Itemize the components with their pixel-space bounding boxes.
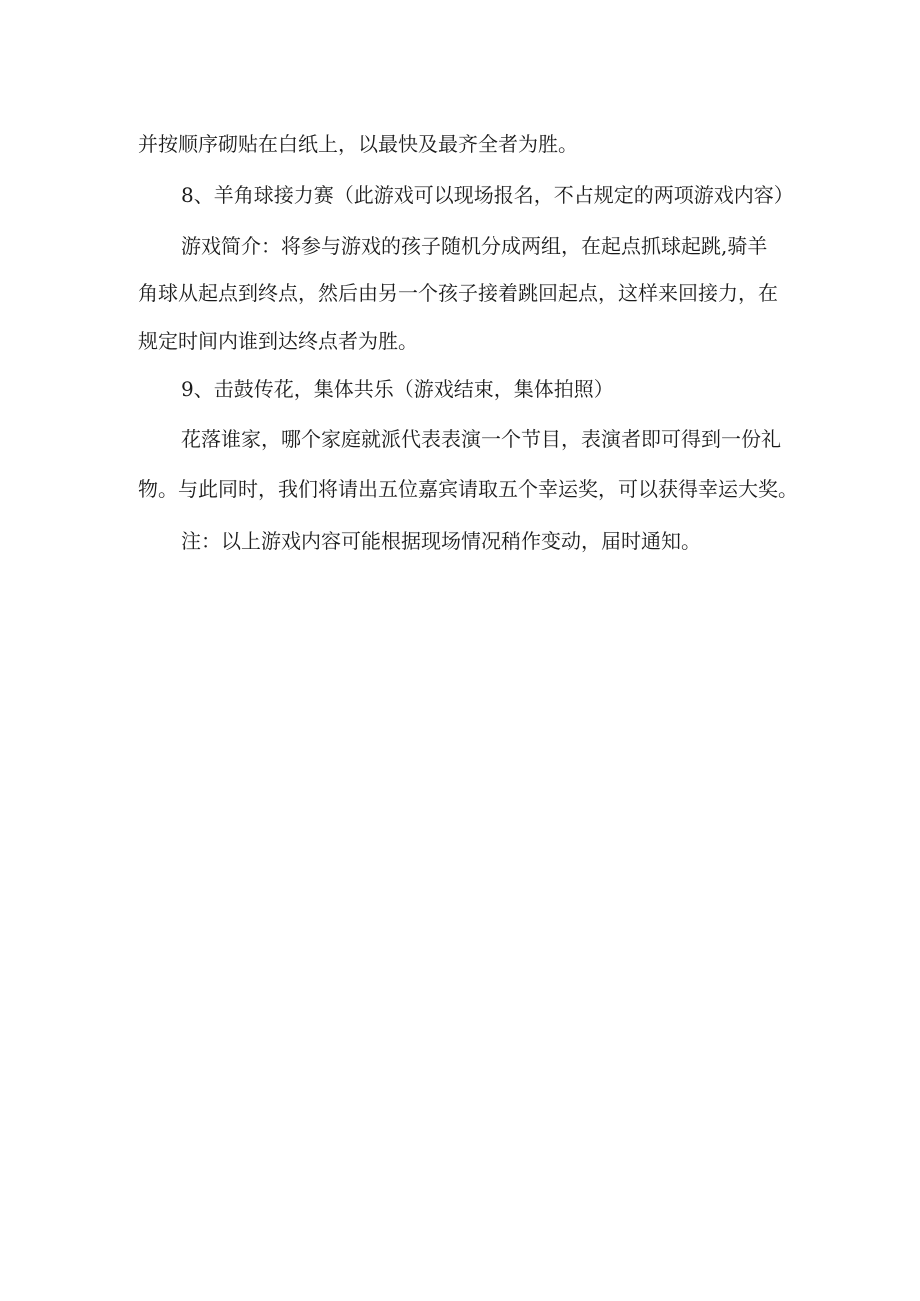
section-heading-8: 8、羊角球接力赛（此游戏可以现场报名，不占规定的两项游戏内容） [181,183,794,207]
section-heading-9: 9、击鼓传花，集体共乐（游戏结束，集体拍照） [181,377,614,401]
paragraph-line: 物。与此同时，我们将请出五位嘉宾请取五个幸运奖，可以获得幸运大奖。 [138,477,798,501]
paragraph-line: 角球从起点到终点，然后由另一个孩子接着跳回起点，这样来回接力，在 [138,281,778,305]
paragraph-line: 花落谁家，哪个家庭就派代表表演一个节目，表演者即可得到一份礼 [181,427,781,451]
paragraph-line: 规定时间内谁到达终点者为胜。 [138,329,418,353]
paragraph-line: 游戏简介：将参与游戏的孩子随机分成两组，在起点抓球起跳,骑羊 [181,234,768,258]
note-line: 注：以上游戏内容可能根据现场情况稍作变动，届时通知。 [181,529,701,553]
paragraph-line: 并按顺序砌贴在白纸上，以最快及最齐全者为胜。 [138,132,578,156]
